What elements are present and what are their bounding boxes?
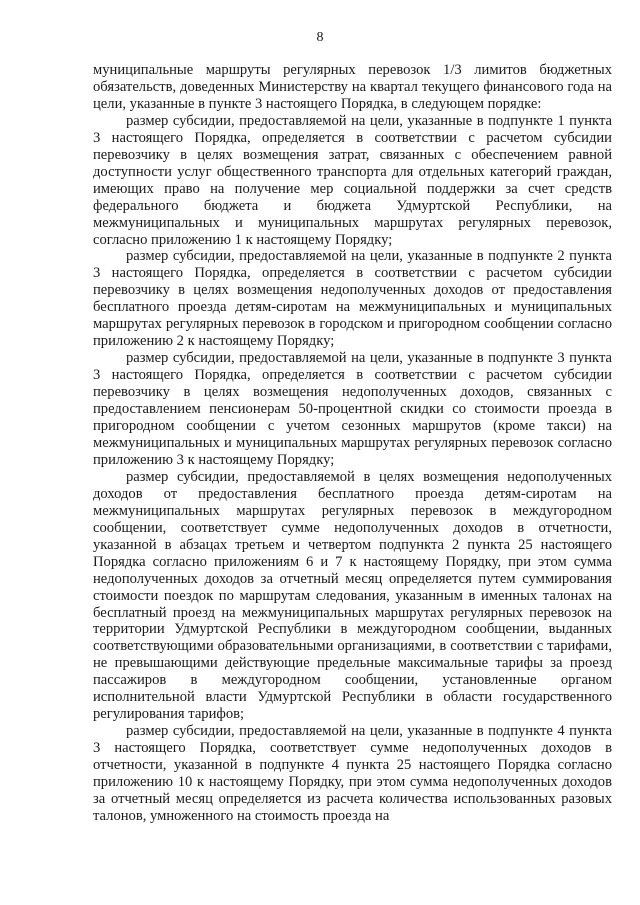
document-body	[93, 62, 612, 825]
paragraph-continuation: муниципальные маршруты регулярных перевозок 1/3 лимитов бюджетных обязательств, доведенных Министерству на квартал текущего финансового года на цели, указанные в пункте 3 настоящего Порядка, в следующем порядке:	[93, 62, 612, 112]
paragraph-subsidy-item-3: размер субсидии, предоставляемой на цели, указанные в подпункте 3 пункта 3 настоящего Порядка, определяется в соответствии с расчетом субсидии перевозчику в целях возмещения недополученных доходов, связанных с предоставлением пенсионерам 50-процентной скидки со стоимости проезда в пригородном сообщении с учетом сезонных маршрутов (кроме такси) на межмуниципальных и муниципальных маршрутах регулярных перевозок согласно приложению 3 к настоящему Порядку;	[93, 350, 612, 468]
page-number: 8	[316, 30, 324, 45]
paragraph-subsidy-item-1: размер субсидии, предоставляемой на цели, указанные в подпункте 1 пункта 3 настоящего Порядка, определяется в соответствии с расчетом субсидии перевозчику в целях возмещения затрат, связанных с обеспечением равной доступности услуг общественного транспорта для отдельных категорий граждан, имеющих право на получение мер социальной поддержки за счет средств федерального бюджета и бюджета Удмуртской Республики, на межмуниципальных и муниципальных маршрутах регулярных перевозок, согласно приложению 1 к настоящему Порядку;	[93, 112, 612, 248]
paragraph-subsidy-orphans-intercity: размер субсидии, предоставляемой в целях возмещения недополученных доходов от предоставления бесплатного проезда детям-сиротам на межмуниципальных маршрутах регулярных перевозок в междугородном сообщении, соответствует сумме недополученных доходов в отчетности, указанной в абзацах третьем и четвертом подпункта 2 пункта 25 настоящего Порядка согласно приложениям 6 и 7 к настоящему Порядку, при этом сумма недополученных доходов за отчетный месяц определяется путем суммирования стоимости поездок по маршрутам следования, указанным в именных талонах на бесплатный проезд на межмуниципальных маршрутах регулярных перевозок на территории Удмуртской Республики в междугородном сообщении, выданных соответствующими образовательными организациями, в соответствии с тарифами, не превышающими действующие предельные максимальные тарифы за проезд пассажиров в междугородном сообщении, установленные органом исполнительной власти Удмуртской Республики в области государственного регулирования тарифов;	[93, 468, 612, 723]
paragraph-subsidy-item-4: размер субсидии, предоставляемой на цели, указанные в подпункте 4 пункта 3 настоящего Порядка, соответствует сумме недополученных доходов в отчетности, указанной в подпункте 4 пункта 25 настоящего Порядка согласно приложению 10 к настоящему Порядку, при этом сумма недополученных доходов за отчетный месяц определяется из расчета количества использованных разовых талонов, умноженного на стоимость проезда на	[93, 723, 612, 824]
paragraph-subsidy-item-2: размер субсидии, предоставляемой на цели, указанные в подпункте 2 пункта 3 настоящего Порядка, определяется в соответствии с расчетом субсидии перевозчику в целях возмещения недополученных доходов от предоставления бесплатного проезда детям-сиротам на межмуниципальных и муниципальных маршрутах регулярных перевозок в городском и пригородном сообщении согласно приложению 2 к настоящему Порядку;	[93, 248, 612, 350]
